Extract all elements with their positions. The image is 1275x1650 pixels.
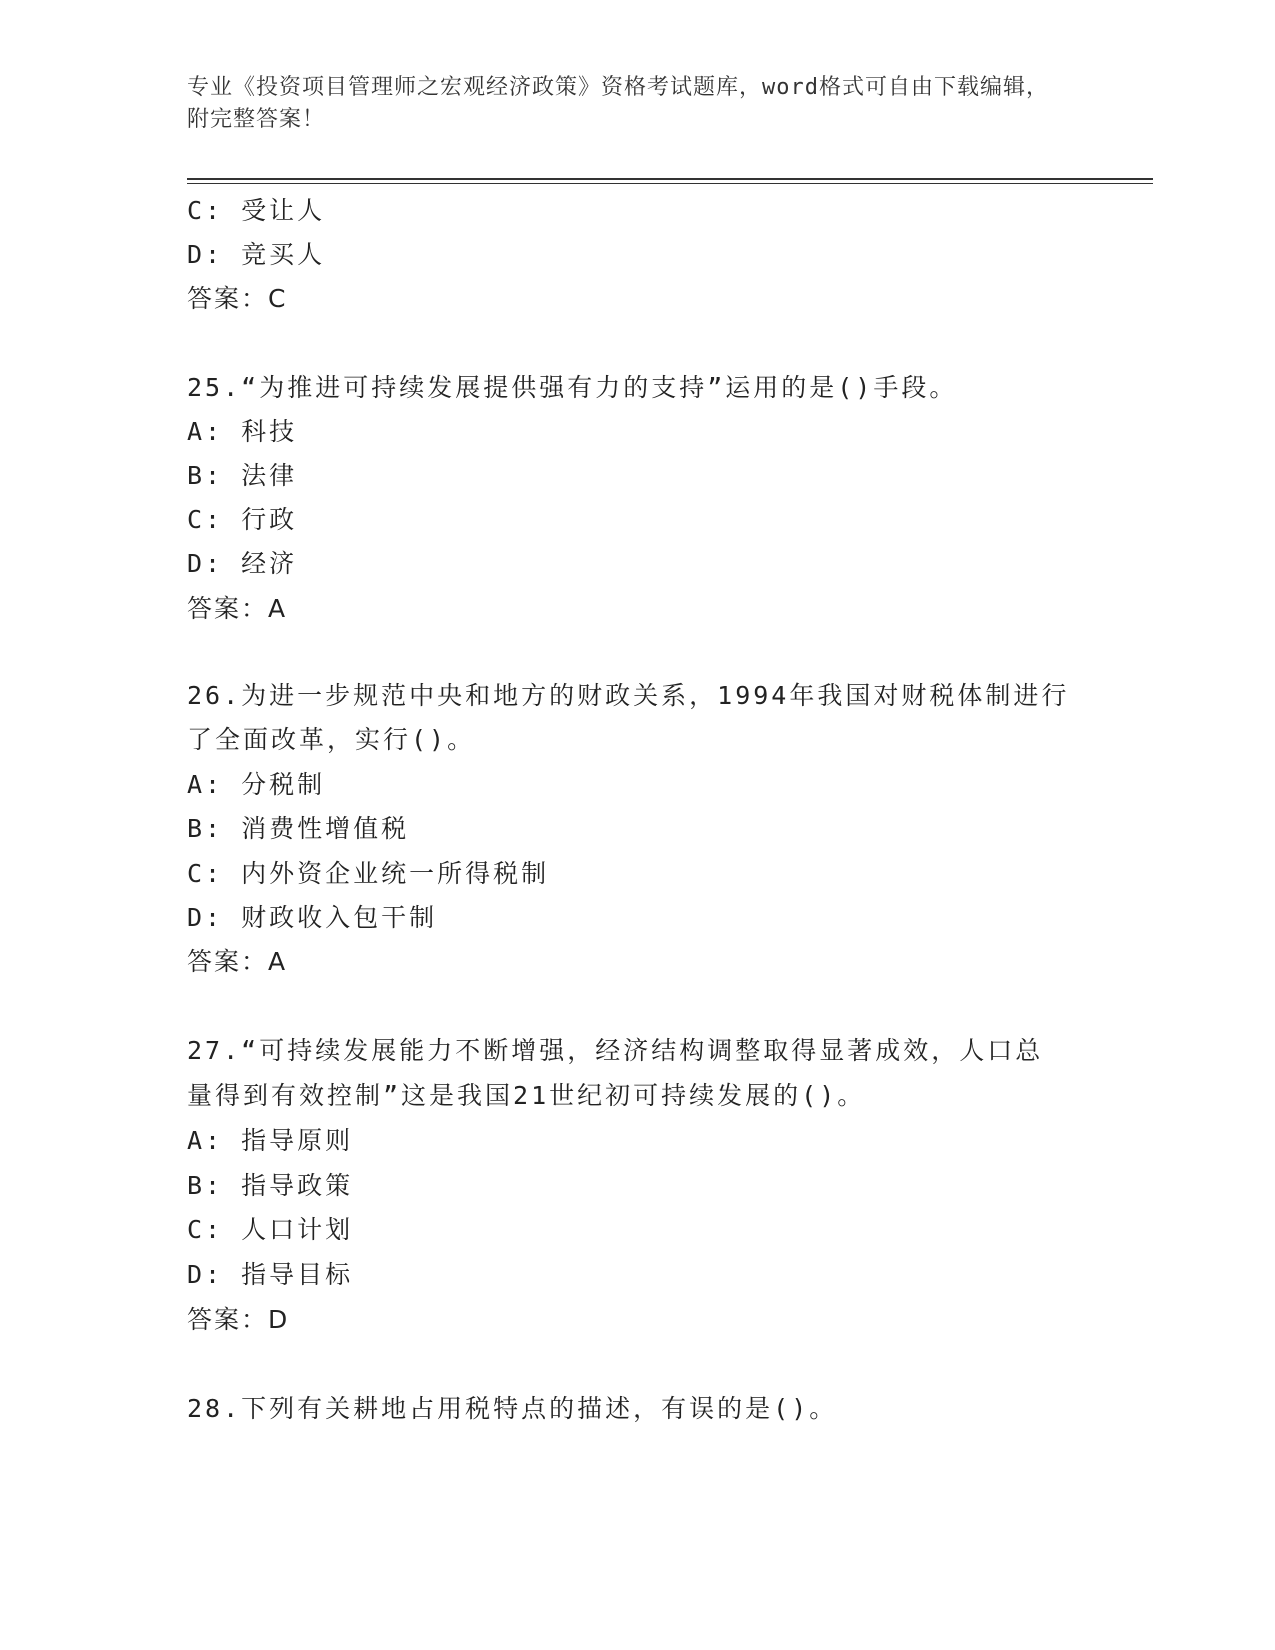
q25-option-c: C: 行政 — [187, 505, 298, 534]
q27-answer: 答案：D — [187, 1305, 290, 1334]
q26-answer: 答案：A — [187, 947, 288, 976]
q26-option-b: B: 消费性增值税 — [187, 814, 410, 843]
prev-question-option-c: C: 受让人 — [187, 196, 326, 225]
q25-answer: 答案：A — [187, 594, 288, 623]
q27-stem-line1: 27.“可持续发展能力不断增强，经济结构调整取得显著成效，人口总 — [187, 1036, 1044, 1065]
q27-option-c: C: 人口计划 — [187, 1215, 354, 1244]
q25-option-b: B: 法律 — [187, 461, 298, 490]
prev-question-answer: 答案：C — [187, 284, 288, 313]
q26-option-c: C: 内外资企业统一所得税制 — [187, 859, 550, 888]
q27-option-d: D: 指导目标 — [187, 1260, 354, 1289]
document-header-text: 专业《投资项目管理师之宏观经济政策》资格考试题库，word格式可自由下载编辑，附完整答案！ — [187, 75, 1049, 132]
q26-stem-line1: 26.为进一步规范中央和地方的财政关系，1994年我国对财税体制进行 — [187, 681, 1070, 710]
q27-option-a: A: 指导原则 — [187, 1126, 354, 1155]
q25-stem: 25.“为推进可持续发展提供强有力的支持”运用的是()手段。 — [187, 373, 958, 402]
q25-option-d: D: 经济 — [187, 549, 298, 578]
q26-stem-line2: 了全面改革，实行()。 — [187, 725, 476, 754]
q28-stem: 28.下列有关耕地占用税特点的描述，有误的是()。 — [187, 1394, 838, 1423]
header-divider — [187, 178, 1153, 184]
q27-option-b: B: 指导政策 — [187, 1171, 354, 1200]
q26-option-a: A: 分税制 — [187, 770, 326, 799]
q26-option-d: D: 财政收入包干制 — [187, 903, 438, 932]
prev-question-option-d: D: 竞买人 — [187, 240, 326, 269]
q27-stem-line2: 量得到有效控制”这是我国21世纪初可持续发展的()。 — [187, 1081, 866, 1110]
q25-option-a: A: 科技 — [187, 417, 298, 446]
